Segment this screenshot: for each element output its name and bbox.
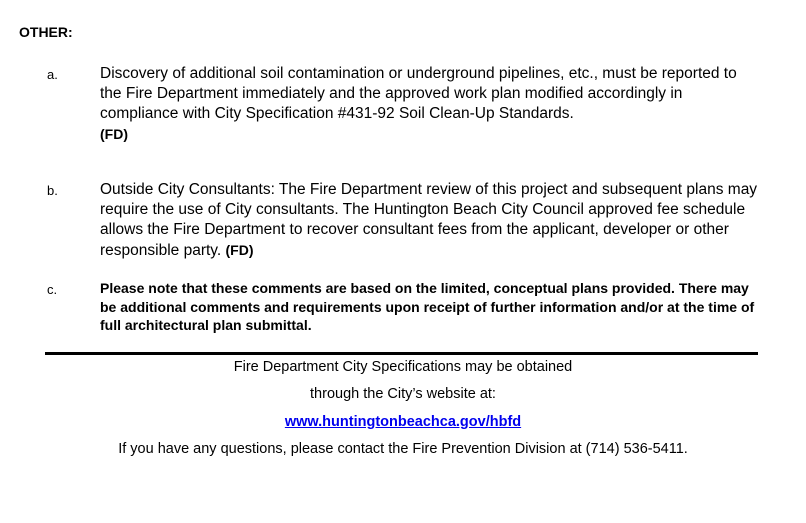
fd-tag: (FD): [225, 242, 254, 258]
footer-line-1: Fire Department City Specifications may be obtained: [233, 359, 573, 375]
website-link[interactable]: www.huntingtonbeachca.gov/hbfd: [284, 414, 522, 430]
footer-link-row: [0, 413, 806, 431]
list-item-text: Please note that these comments are based on the limited, conceptual plans provided. There may be additional comments and requirements upon receipt of further information and/or at the time of full architectural plan submittal.: [100, 280, 755, 333]
divider-rule: [45, 352, 758, 355]
fd-tag: (FD): [100, 126, 128, 142]
list-item-text: Outside City Consultants: The Fire Department review of this project and subsequent plans may require the use of City consultants. The Huntington Beach City Council approved fee schedule allows the Fire Department to recover consultant fees from the applicant, developer or other responsible party.: [100, 181, 758, 259]
footer-line-2: through the City’s website at:: [310, 386, 496, 402]
list-item-body: [100, 180, 760, 261]
list-marker: a.: [47, 67, 58, 82]
section-heading: OTHER:: [19, 24, 73, 40]
list-item-body: [100, 64, 760, 145]
list-item-text: Discovery of additional soil contamination or underground pipelines, etc., must be reported to the Fire Department immediately and the approved work plan modified accordingly in compliance with City Specification #431-92 Soil Clean-Up Standards.: [100, 65, 737, 122]
list-marker: c.: [47, 282, 58, 297]
footer-line-4: If you have any questions, please contact the Fire Prevention Division at (714) 536-5411.: [118, 441, 688, 457]
list-marker: b.: [47, 183, 58, 198]
